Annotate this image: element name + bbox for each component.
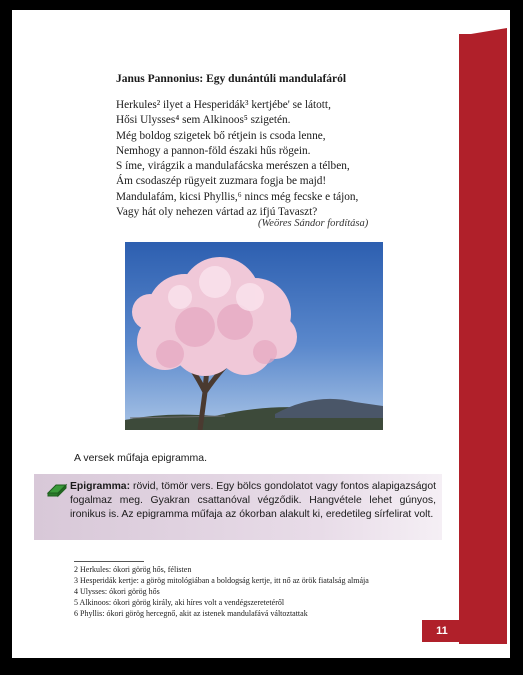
footnote-item: 2 Herkules: ókori görög hős, félisten (74, 565, 192, 574)
footnote-item: 6 Phyllis: ókori görög hercegnő, akit az istenek mandulafává változtattak (74, 609, 308, 618)
poem-line: Nemhogy a pannon-föld északi hűs rögein. (116, 144, 311, 157)
footnote-item: 4 Ulysses: ókori görög hős (74, 587, 160, 596)
page-number: 11 (422, 620, 462, 642)
poem-line: S íme, virágzik a mandulafácska merészen a télben, (116, 160, 350, 173)
poem-title: Janus Pannonius: Egy dunántúli mandulafáról (116, 73, 347, 85)
footnote-item: 3 Hesperidák kertje: a görög mitológiában a boldogság kertje, itt nő az örök fiatalság almája (74, 576, 369, 585)
poem-line: Hősi Ulysses⁴ sem Alkinoos⁵ szigetén. (116, 114, 291, 127)
poem-line: Mandulafám, kicsi Phyllis,⁶ nincs még fecske e tájon, (116, 190, 359, 203)
poem-line: Ám csodaszép rügyeit zuzmara fogja be majd! (116, 175, 327, 188)
poem-body (116, 98, 358, 220)
poem-line: Herkules² ilyet a Hesperidák³ kertjébe' se látott, (116, 99, 331, 111)
poem-line: Vagy hát oly nehezen vártad az ifjú Tavaszt? (116, 206, 318, 219)
genre-intro: A versek műfaja epigramma. (74, 452, 208, 464)
poem-line: Még boldog szigetek bő rétjein is csoda lenne, (116, 129, 326, 142)
book-icon (46, 481, 68, 504)
definition-text (70, 480, 436, 522)
footnote-rule (74, 561, 144, 562)
definition-term: Epigramma: (70, 481, 131, 492)
footnote-item: 5 Alkinoos: ókori görög király, aki híres volt a vendégszeretetéről (74, 598, 285, 607)
translator-credit: (Weöres Sándor fordítása) (258, 218, 369, 229)
textbook-page (12, 10, 510, 658)
definition-body: rövid, tömör vers. Egy bölcs gondolatot vagy fontos alapigazságot fogalmaz meg. Gyakran csattanóval végződik. Hangvétele lehet gúnyos, ironikus is. Az epigramma műfaja az ókorban alakult ki, eredetileg sírfelirat volt. (70, 481, 436, 520)
footnotes (74, 564, 369, 619)
almond-tree-photo (125, 242, 383, 430)
definition-box (34, 474, 442, 540)
side-band (459, 34, 507, 644)
